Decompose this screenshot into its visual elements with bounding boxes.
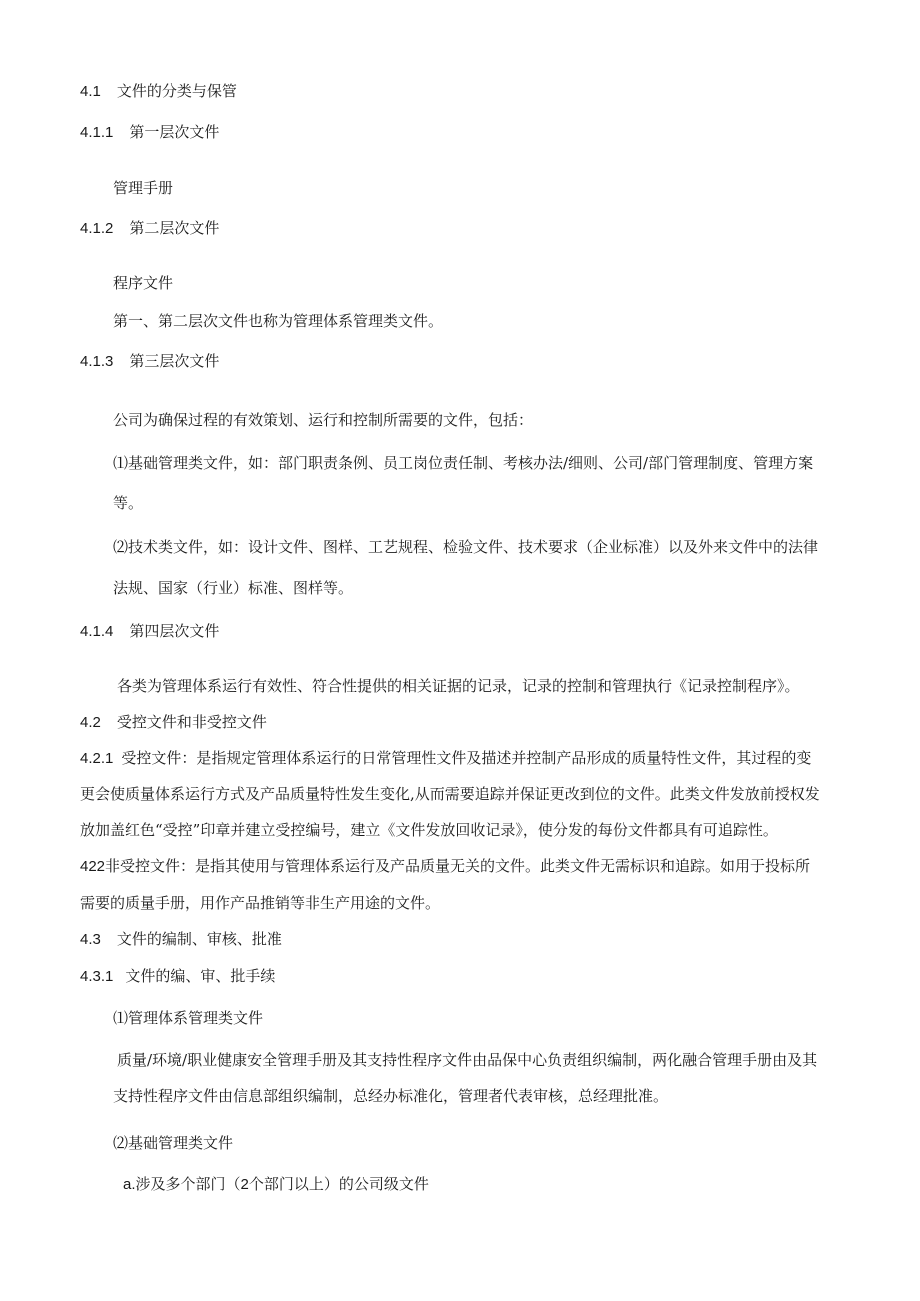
heading-4-1-3: [80, 351, 219, 372]
heading-4-1-1: [80, 122, 219, 143]
paragraph-intro: 公司为确保过程的有效策划、运行和控制所需要的文件，包括：: [113, 411, 534, 429]
section-number: 422: [80, 858, 106, 875]
heading-4-3: [80, 929, 282, 950]
section-title: 文件的分类与保管: [116, 82, 237, 100]
text-procedure: 程序文件: [113, 274, 174, 292]
heading-4-2: [80, 712, 267, 733]
section-title: 第三层次文件: [129, 352, 220, 370]
section-number: 4.2: [80, 714, 101, 731]
heading-4-1-2: [80, 218, 219, 239]
paragraph-4-2-2-line-2: 需要的质量手册，用作产品推销等非生产用途的文件。: [80, 894, 441, 912]
list-item-1-line-2: 等。: [113, 494, 144, 512]
section-title: 文件的编制、审核、批准: [116, 930, 282, 948]
item-letter: a.: [123, 1176, 136, 1193]
section-title: 受控文件和非受控文件: [116, 713, 267, 731]
section-title: 文件的编、审、批手续: [125, 967, 276, 985]
paragraph-responsibility-line-2: 支持性程序文件由信息部组织编制，总经办标准化，管理者代表审核，总经理批准。: [113, 1087, 669, 1105]
paragraph-text: 受控文件：是指规定管理体系运行的日常管理性文件及描述并控制产品形成的质量特性文件，其过程的变: [121, 749, 812, 767]
paragraph-responsibility-line-1: 质量/环境/职业健康安全管理手册及其支持性程序文件由品保中心负责组织编制，两化融合管理手册由及其: [117, 1051, 818, 1069]
section-number: 4.1.3: [80, 353, 114, 370]
section-number: 4.3: [80, 931, 101, 948]
list-item-management-docs: ⑴管理体系管理类文件: [113, 1009, 264, 1027]
section-title: 第一层次文件: [129, 123, 220, 141]
paragraph-4-2-1-line-3: 放加盖红色“受控”印章并建立受控编号，建立《文件发放回收记录》，使分发的每份文件都具有可追踪性。: [80, 821, 778, 839]
section-title: 第四层次文件: [129, 622, 220, 640]
text-manual: 管理手册: [113, 179, 174, 197]
paragraph-records: 各类为管理体系运行有效性、符合性提供的相关证据的记录，记录的控制和管理执行《记录控制程序》。: [117, 677, 800, 695]
paragraph-4-2-2-line-1: [80, 856, 810, 877]
paragraph-note: 第一、第二层次文件也称为管理体系管理类文件。: [113, 312, 444, 330]
list-item-basic-docs: ⑵基础管理类文件: [113, 1134, 234, 1152]
section-number: 4.1.2: [80, 220, 114, 237]
list-item-2-line-1: ⑵技术类文件，如：设计文件、图样、工艺规程、检验文件、技术要求（企业标准）以及外来文件中的法律: [113, 538, 819, 556]
list-item-1-line-1: ⑴基础管理类文件，如：部门职责条例、员工岗位责任制、考核办法/细则、公司/部门管理制度、管理方案: [113, 454, 814, 472]
item-text-rest: 个部门以上）的公司级文件: [248, 1175, 429, 1193]
item-text: 涉及多个部门（: [135, 1175, 241, 1193]
section-number: 4.1.4: [80, 623, 114, 640]
section-title: 第二层次文件: [129, 219, 220, 237]
section-number: 4.1.1: [80, 124, 114, 141]
paragraph-4-2-1-line-2: 更会使质量体系运行方式及产品质量特性发生变化,从而需要追踪并保证更改到位的文件。此类文件发放前授权发: [80, 785, 820, 803]
item-number: 2: [240, 1176, 249, 1193]
list-item-2-line-2: 法规、国家（行业）标准、图样等。: [113, 579, 354, 597]
paragraph-4-2-1-line-1: [80, 748, 811, 769]
paragraph-text: 非受控文件：是指其使用与管理体系运行及产品质量无关的文件。此类文件无需标识和追踪。如用于投标所: [105, 857, 811, 875]
section-number: 4.2.1: [80, 750, 114, 767]
heading-4-1-4: [80, 621, 219, 642]
list-item-a: [123, 1174, 429, 1195]
section-number: 4.3.1: [80, 968, 114, 985]
heading-4-3-1: [80, 966, 275, 987]
heading-4-1: [80, 81, 237, 102]
section-number: 4.1: [80, 83, 101, 100]
